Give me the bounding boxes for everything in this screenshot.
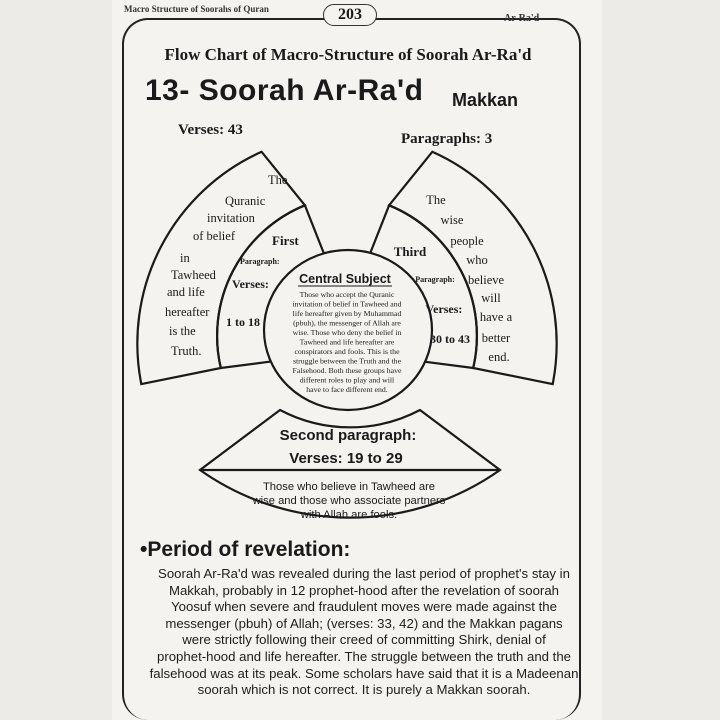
third-outer-line: believe [467, 273, 505, 287]
third-range: 30 to 43 [430, 332, 470, 346]
second-line: wise and those who associate partners [252, 495, 446, 507]
central-line: (pbuh), the messenger of Allah are [293, 318, 401, 328]
first-sub-label: Paragraph: [240, 257, 280, 266]
first-verses-label: Verses: [232, 277, 269, 291]
third-outer-line: wise [440, 213, 464, 227]
third-sub-label: Paragraph: [415, 275, 455, 284]
third-outer-line: will [481, 291, 501, 305]
third-outer-line: who [466, 253, 488, 267]
central-subject [292, 272, 402, 394]
third-outer-line: people [450, 234, 484, 248]
central-line: conspirators and fools. This is the [294, 347, 400, 356]
period-line: soorah which is not correct. It is purely a Makkan soorah. [197, 682, 531, 698]
chapter-label: Ar-Ra'd [504, 13, 540, 24]
central-line: invitation of belief in Tawheed and [292, 299, 402, 309]
period-paragraph [148, 566, 580, 699]
first-outer-line: hereafter [165, 305, 210, 319]
paragraphs-count: Paragraphs: 3 [401, 131, 493, 147]
second-label: Second paragraph: [279, 427, 417, 444]
second-line: with Allah are fools. [300, 509, 398, 521]
second-verses: Verses: 19 to 29 [289, 450, 403, 467]
central-line: Tawheed and life hereafter are [299, 337, 395, 347]
period-line: were strictly following their creed of committing Shirk, denial of [182, 632, 546, 648]
central-title: Central Subject [299, 272, 391, 286]
second-line: Those who believe in Tawheed are [262, 481, 436, 493]
third-outer-line: have a [479, 310, 513, 324]
central-line: wise. Those who deny the belief in [292, 328, 402, 337]
period-line: Soorah Ar-Ra'd was revealed during the last period of prophet's stay in [158, 566, 570, 581]
revelation-place: Makkan [452, 90, 519, 110]
flow-chart-title: Flow Chart of Macro-Structure of Soorah Ar-Ra'd [164, 45, 532, 64]
period-line: Makkah, probably in 12 prophet-hood after the revelation of soorah [168, 582, 559, 598]
surah-title: 13- Soorah Ar-Ra'd [145, 74, 424, 107]
first-outer-line: Truth. [171, 344, 202, 358]
third-outer-line: The [426, 193, 446, 207]
first-outer-line: in [180, 251, 190, 265]
period-line: messenger (pbuh) of Allah; (verses: 33, 42) and the Makkan pagans [165, 615, 563, 631]
first-outer-line: invitation [207, 211, 255, 225]
page-number: 203 [323, 4, 377, 26]
second-paragraph [252, 427, 446, 521]
central-line: Those who accept the Quranic [299, 290, 395, 299]
first-label: First [272, 233, 299, 248]
first-outer-line: of belief [193, 229, 235, 243]
third-outer-line: better [481, 331, 511, 345]
first-outer-line: The [268, 173, 288, 187]
period-line: prophet-hood and life hereafter. The struggle between the truth and the [157, 648, 571, 664]
period-heading: •Period of revelation: [140, 538, 351, 561]
first-outer-line: is the [169, 324, 196, 338]
period-line: falsehood was at its peak. Some scholars have said that it is a Madeenan [149, 665, 579, 681]
central-line: different roles to play and will [299, 375, 395, 385]
running-header: Macro Structure of Soorahs of Quran [124, 4, 269, 14]
third-verses-label: Verses: [425, 302, 463, 316]
central-line: Falsehood. Both these groups have [292, 366, 402, 375]
third-label: Third [393, 244, 427, 259]
central-line: have to face different end. [306, 385, 388, 394]
first-outer-line: Quranic [225, 194, 266, 208]
first-outer-line: and life [167, 285, 205, 299]
period-line: Yoosuf when severe and fraudulent moves were made against the [171, 599, 557, 615]
third-outer-line: end. [488, 350, 510, 364]
verses-count: Verses: 43 [178, 122, 243, 138]
first-outer-line: Tawheed [171, 268, 216, 282]
central-line: struggle between the Truth and the [292, 356, 402, 366]
central-line: life hereafter given by Muhammad [292, 309, 402, 318]
first-range: 1 to 18 [226, 315, 260, 329]
